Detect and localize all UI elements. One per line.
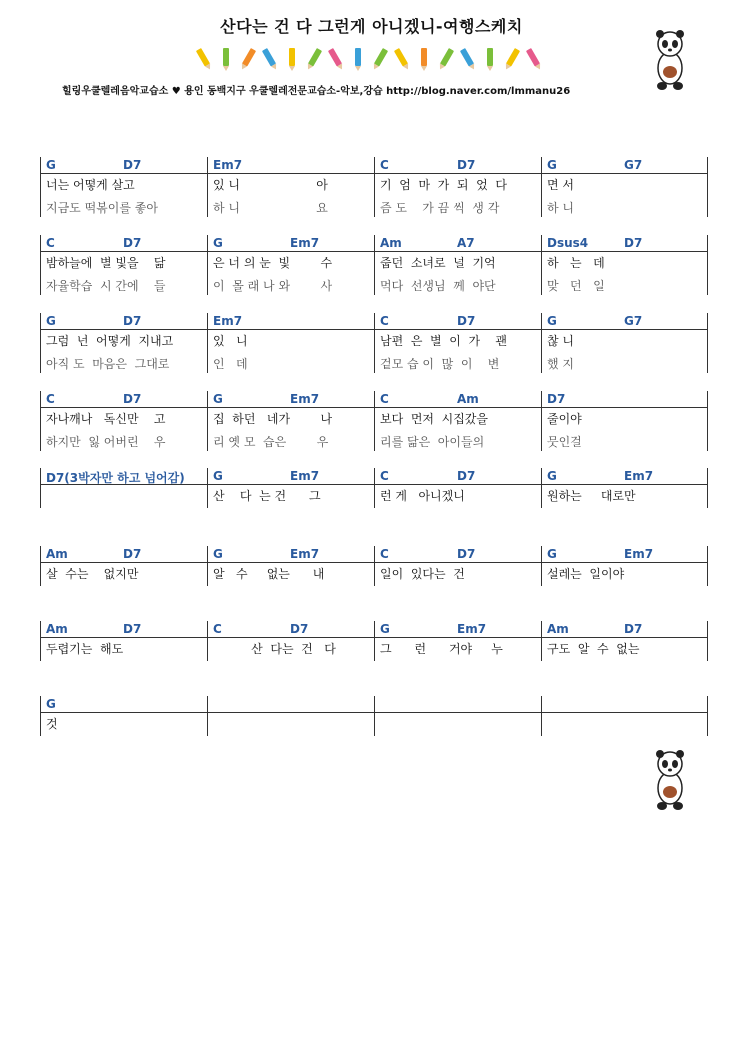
lyric-line-1: 구도 알 수 없는	[547, 642, 640, 656]
chord-label: G	[547, 158, 557, 172]
score-section	[40, 621, 708, 661]
lyric-line-2: 겉모 습 이 많 이 변	[380, 357, 500, 371]
chord-label: D7(3박자만 하고 넘어감)	[46, 471, 185, 485]
lyric-line-1: 런 게 아니겠니	[380, 489, 465, 503]
measure	[374, 391, 541, 451]
lyric-line-2: 뭇인걸	[547, 435, 582, 449]
lyric-line-1: 그럼 넌 어떻게 지내고	[46, 334, 174, 348]
measure	[40, 621, 207, 661]
lyric-line-1: 두렵기는 해도	[46, 642, 124, 656]
measure	[541, 235, 708, 295]
lyric-line-2: 하 니	[547, 201, 574, 215]
measure	[374, 313, 541, 373]
chord-label: D7	[123, 622, 142, 636]
lyric-line-1: 있 니	[213, 334, 248, 348]
pencil-icon	[305, 48, 322, 71]
lyric-line-1: 집 하던 네가 나	[213, 412, 333, 426]
chord-label: Dsus4	[547, 236, 589, 250]
chord-label: G7	[624, 158, 643, 172]
lyric-line-1: 남편 은 별 이 가 괜	[380, 334, 507, 348]
measure	[40, 696, 207, 736]
chord-label: Am	[46, 547, 68, 561]
chord-label: G	[547, 314, 557, 328]
lyric-line-2: 먹다 선생님 께 야단	[380, 279, 496, 293]
measure	[207, 235, 374, 295]
lyric-line-1: 찮 니	[547, 334, 574, 348]
lyric-line-1: 있 니 아	[213, 178, 328, 192]
chord-label: C	[380, 314, 389, 328]
chord-label: Em7	[290, 469, 320, 483]
chord-label: Am	[46, 622, 68, 636]
chord-label: Em7	[290, 392, 320, 406]
lyric-line-1: 은 너 의 눈 빛 수	[213, 256, 333, 270]
chord-label: D7	[123, 392, 142, 406]
lyric-line-1: 설레는 일이야	[547, 567, 625, 581]
measure	[40, 235, 207, 295]
measure	[374, 696, 541, 736]
lyric-line-1: 살 수는 없지만	[46, 567, 139, 581]
lyric-line-1: 밤하늘에 별 빛을 닮	[46, 256, 166, 270]
lyric-line-1: 자나깨나 독신만 고	[46, 412, 166, 426]
measure	[541, 621, 708, 661]
lyric-line-1: 그 런 거야 누	[380, 642, 503, 656]
lyric-line-1: 일이 있다는 건	[380, 567, 465, 581]
lyric-line-1: 하 는 데	[547, 256, 605, 270]
pencil-icon	[460, 48, 477, 71]
chord-label: G	[547, 469, 557, 483]
chord-label: Em7	[624, 469, 654, 483]
chord-label: G7	[624, 314, 643, 328]
pencil-icon	[196, 48, 213, 71]
score-section	[40, 546, 708, 586]
measure	[374, 546, 541, 586]
measure	[207, 621, 374, 661]
chord-label: Em7	[457, 622, 487, 636]
chord-label: D7	[624, 622, 643, 636]
measure	[207, 696, 374, 736]
lyric-line-1: 기 엄 마 가 되 었 다	[380, 178, 507, 192]
chord-label: D7	[123, 158, 142, 172]
pencil-icon	[328, 48, 345, 71]
chord-label: G	[547, 547, 557, 561]
measure	[40, 157, 207, 217]
chord-label: D7	[123, 236, 142, 250]
lyric-line-2: 하 니 요	[213, 201, 328, 215]
chord-label: G	[46, 697, 56, 711]
chord-label: C	[380, 158, 389, 172]
lyric-line-1: 것	[46, 717, 58, 731]
lyric-line-1: 줄이야	[547, 412, 582, 426]
chord-label: C	[213, 622, 222, 636]
chord-label: C	[46, 236, 55, 250]
lyric-line-2: 인 데	[213, 357, 248, 371]
measure	[374, 235, 541, 295]
chord-label: Am	[457, 392, 479, 406]
measure	[207, 313, 374, 373]
chord-label: Em7	[290, 236, 320, 250]
measure	[541, 696, 708, 736]
chord-label: C	[46, 392, 55, 406]
chord-label: G	[46, 314, 56, 328]
chord-label: G	[213, 392, 223, 406]
lyric-line-2: 지금도 떡볶이를 좋아	[46, 201, 158, 215]
chord-label: D7	[624, 236, 643, 250]
measure	[40, 468, 207, 508]
lyric-line-2: 리를 닮은 아이들의	[380, 435, 485, 449]
measure	[207, 391, 374, 451]
measure	[541, 391, 708, 451]
pencil-icon	[262, 48, 279, 71]
score-section	[40, 313, 708, 373]
lyric-line-1: 알 수 없는 내	[213, 567, 325, 581]
lyric-line-1: 너는 어떻게 살고	[46, 178, 135, 192]
panda-icon	[650, 748, 690, 812]
measure	[541, 468, 708, 508]
chord-label: Em7	[213, 158, 243, 172]
measure	[207, 546, 374, 586]
chord-label: Am	[380, 236, 402, 250]
measure	[40, 546, 207, 586]
pencil-icon	[371, 48, 388, 71]
chord-label: D7	[547, 392, 566, 406]
pencil-icon	[421, 48, 427, 71]
measure	[374, 157, 541, 217]
chord-label: D7	[457, 158, 476, 172]
lyric-line-1: 산 다 는 건 그	[213, 489, 321, 503]
lyric-line-1: 줍던 소녀로 널 기억	[380, 256, 496, 270]
chord-label: C	[380, 469, 389, 483]
chord-label: Em7	[624, 547, 654, 561]
chord-label: G	[213, 236, 223, 250]
lyric-line-2: 즘 도 가 끔 씩 생 각	[380, 201, 500, 215]
pencil-icon	[503, 48, 520, 71]
chord-label: Am	[547, 622, 569, 636]
pencil-icon	[437, 48, 454, 71]
lyric-line-2: 자율학습 시 간에 들	[46, 279, 166, 293]
lyric-line-2: 아직 도 마음은 그대로	[46, 357, 170, 371]
song-title: 산다는 건 다 그런게 아니겠니-여행스케치	[220, 17, 523, 36]
score-section	[40, 235, 708, 295]
pencil-icon	[487, 48, 493, 71]
lyric-line-1: 면 서	[547, 178, 574, 192]
measure	[207, 157, 374, 217]
pencil-icon	[526, 48, 543, 71]
measure	[374, 468, 541, 508]
measure	[541, 157, 708, 217]
chord-label: D7	[123, 547, 142, 561]
measure	[40, 313, 207, 373]
chord-label: G	[46, 158, 56, 172]
lyric-line-1: 원하는 대로만	[547, 489, 636, 503]
measure	[541, 546, 708, 586]
measure	[207, 468, 374, 508]
lyric-line-2: 했 지	[547, 357, 574, 371]
chord-label: Em7	[290, 547, 320, 561]
chord-label: C	[380, 547, 389, 561]
chord-label: G	[213, 469, 223, 483]
chord-label: D7	[457, 547, 476, 561]
chord-label: C	[380, 392, 389, 406]
score-section	[40, 391, 708, 451]
chord-label: G	[213, 547, 223, 561]
lyric-line-1: 보다 먼저 시집갔을	[380, 412, 488, 426]
pencil-row-icon	[196, 44, 566, 74]
score-section	[40, 468, 708, 508]
lyric-line-1: 산 다는 건 다	[213, 642, 336, 656]
score-section	[40, 157, 708, 217]
studio-subtitle: 힐링우쿨렐레음악교습소 ♥ 용인 동백지구 우쿨렐레전문교습소-악보,강습 http://blog.naver.com/lmmanu26	[62, 86, 571, 97]
lyric-line-2: 맞 던 일	[547, 279, 605, 293]
measure	[374, 621, 541, 661]
pencil-icon	[289, 48, 295, 71]
chord-label: Em7	[213, 314, 243, 328]
pencil-icon	[394, 48, 411, 71]
score-section	[40, 696, 708, 736]
measure	[541, 313, 708, 373]
lyric-line-2: 리 옛 모 습은 우	[213, 435, 329, 449]
lyric-line-2: 이 몰 래 나 와 사	[213, 279, 333, 293]
pencil-icon	[223, 48, 229, 71]
chord-label: D7	[457, 314, 476, 328]
chord-label: G	[380, 622, 390, 636]
chord-label: D7	[457, 469, 476, 483]
measure	[40, 391, 207, 451]
chord-label: D7	[123, 314, 142, 328]
panda-icon	[650, 28, 690, 92]
lyric-line-2: 하지만 잃 어버린 우	[46, 435, 166, 449]
pencil-icon	[355, 48, 361, 71]
chord-label: A7	[457, 236, 475, 250]
pencil-icon	[239, 48, 256, 71]
chord-label: D7	[290, 622, 309, 636]
